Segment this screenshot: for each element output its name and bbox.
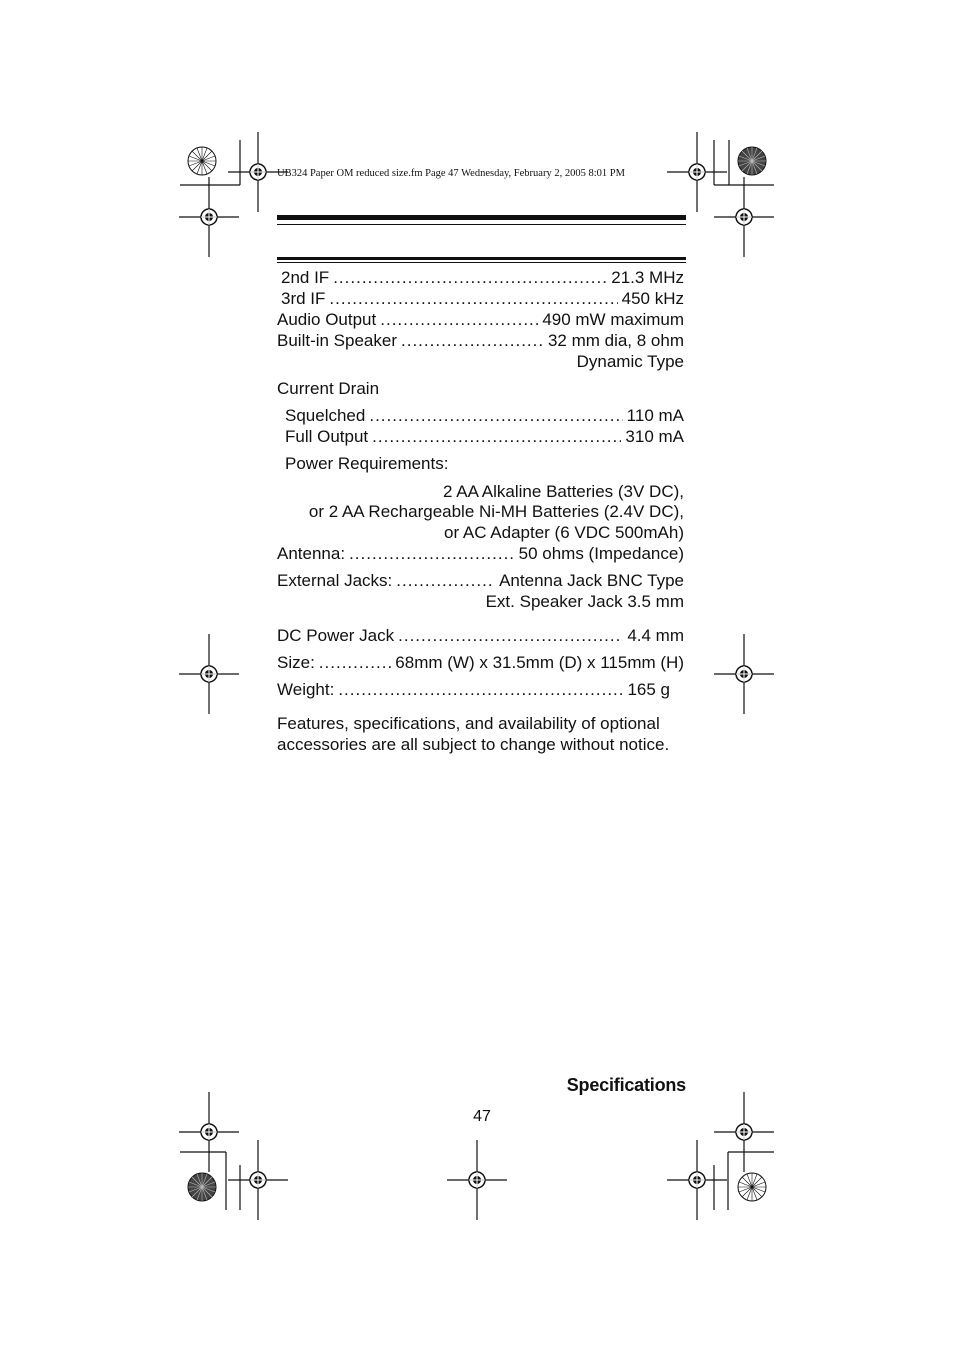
spec-value: 165 g: [627, 680, 670, 699]
spec-value: 68mm (W) x 31.5mm (D) x 115mm (H): [395, 653, 684, 672]
spec-full-output: [285, 426, 684, 447]
spec-label: DC Power Jack: [277, 626, 395, 645]
spec-ext-speaker-jack: Ext. Speaker Jack 3.5 mm: [485, 592, 684, 611]
spec-size: [277, 652, 684, 673]
notice-line-1: Features, specifications, and availability of optional: [277, 714, 660, 733]
spec-third-if: [281, 288, 684, 309]
spec-value: 450 kHz: [621, 289, 684, 308]
spec-value: 490 mW maximum: [542, 310, 684, 329]
spec-audio-output: [277, 309, 684, 330]
spec-value: 110 mA: [626, 406, 684, 425]
page-number: 47: [473, 1108, 491, 1125]
spec-dc-jack: [277, 625, 684, 646]
spec-power-label: Power Requirements:: [285, 454, 449, 473]
spec-power-line-2: or 2 AA Rechargeable Ni-MH Batteries (2.4V DC),: [308, 502, 684, 521]
spec-label: 2nd IF: [281, 268, 330, 287]
spec-label: Weight:: [277, 680, 335, 699]
file-slug: UB324 Paper OM reduced size.fm Page 47 Wednesday, February 2, 2005 8:01 PM: [277, 168, 625, 179]
spec-power-line-3: or AC Adapter (6 VDC 500mAh): [443, 523, 684, 542]
notice-line-2: accessories are all subject to change without notice.: [277, 735, 670, 754]
spec-label: Audio Output: [277, 310, 377, 329]
spec-label: External Jacks:: [277, 571, 393, 590]
spec-current-drain-label: Current Drain: [277, 379, 380, 398]
spec-label: 3rd IF: [281, 289, 326, 308]
header-rule: [277, 215, 686, 220]
spec-power-line-1: 2 AA Alkaline Batteries (3V DC),: [443, 482, 684, 501]
spec-label: Squelched: [285, 406, 366, 425]
spec-label: Antenna:: [277, 544, 346, 563]
spec-label: Built-in Speaker: [277, 331, 398, 350]
spec-squelched: [285, 405, 684, 426]
section-rule: [277, 257, 686, 260]
spec-value: 21.3 MHz: [611, 268, 684, 287]
spec-value: 310 mA: [625, 427, 684, 446]
spec-value: 50 ohms (Impedance): [518, 544, 684, 563]
spec-label: Size:: [277, 653, 315, 672]
spec-value: Antenna Jack BNC Type: [499, 571, 684, 590]
spec-second-if: [281, 267, 684, 288]
spec-value: 4.4 mm: [627, 626, 684, 645]
spec-speaker-type: Dynamic Type: [576, 352, 684, 371]
spec-antenna: [277, 543, 684, 564]
spec-value: 32 mm dia, 8 ohm: [547, 331, 684, 350]
spec-external-jacks: [277, 570, 684, 591]
header-rule-thin: [277, 224, 686, 225]
spec-label: Full Output: [285, 427, 369, 446]
section-rule-thin: [277, 262, 686, 263]
spec-speaker: [277, 330, 684, 351]
spec-weight: [277, 679, 670, 700]
section-title: Specifications: [566, 1075, 686, 1095]
